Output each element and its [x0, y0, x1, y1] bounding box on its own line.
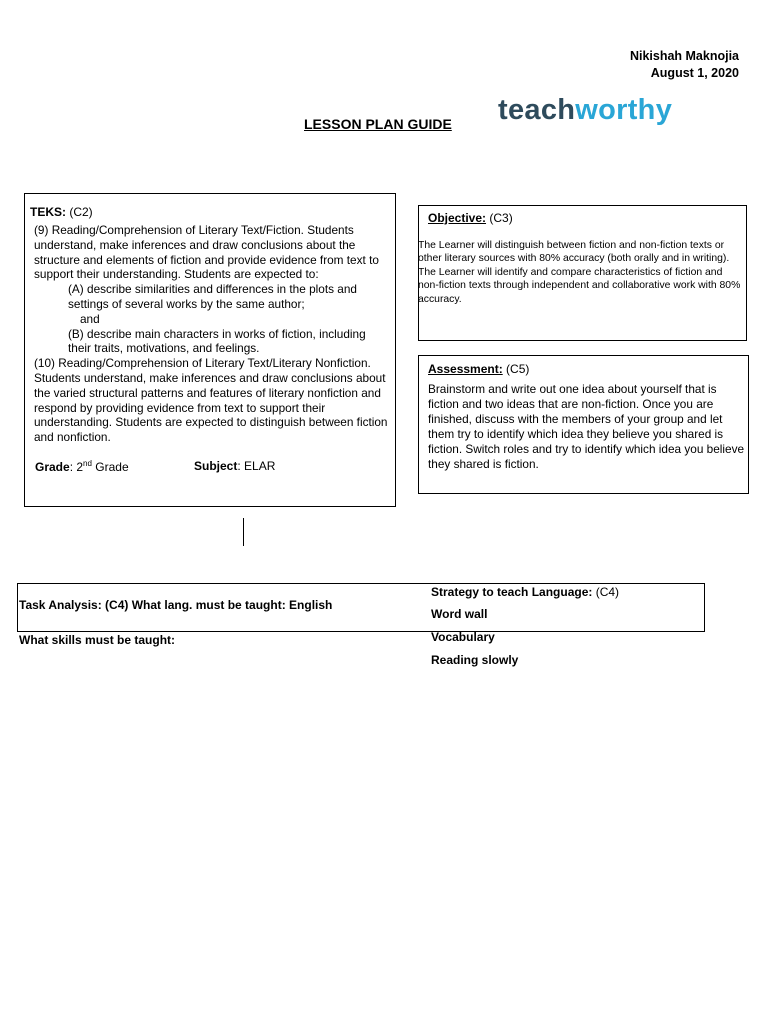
author-block: [630, 48, 739, 82]
logo-worthy-text: worthy: [575, 94, 673, 126]
strategy-code: (C4): [592, 585, 620, 599]
subject-label: Subject: [194, 459, 238, 473]
vertical-divider: [243, 518, 244, 546]
teachworthy-logo: [498, 92, 720, 132]
objective-paragraph-1: The Learner will distinguish between fiction and non-fiction texts or other literary sources with 80% accuracy (both orally and in writing).: [418, 240, 730, 265]
grade-label: Grade: [35, 460, 70, 474]
grade-value: : 2: [69, 460, 84, 474]
strategy-label: Strategy to teach Language:: [431, 585, 593, 599]
teks-and: and: [80, 311, 100, 326]
strategy-heading: [431, 585, 619, 599]
strategy-item-reading-slowly: Reading slowly: [431, 653, 519, 667]
teks-standard-9a: (A) describe similarities and differences in the plots and settings of several works by the same author;: [68, 282, 357, 311]
objective-body: [418, 239, 744, 306]
objective-heading: [428, 211, 513, 225]
page-title: LESSON PLAN GUIDE: [304, 116, 452, 132]
logo-teach-text: teach: [498, 94, 576, 126]
task-analysis-text: (C4) What lang. must be taught: English: [101, 598, 333, 612]
author-name: Nikishah Maknojia: [629, 49, 739, 63]
teks-heading: [30, 205, 93, 219]
subject-value: : ELAR: [237, 459, 276, 473]
subject-field: [194, 459, 275, 473]
strategy-item-word-wall: Word wall: [431, 607, 488, 621]
strategy-item-vocabulary: Vocabulary: [431, 630, 495, 644]
document-date: August 1, 2020: [650, 66, 739, 80]
teks-standard-9b: (B) describe main characters in works of fiction, including their traits, motivations, and feelings.: [68, 326, 366, 356]
skills-prompt: What skills must be taught:: [19, 633, 176, 647]
assessment-code: (C5): [502, 362, 530, 376]
objective-paragraph-2: The Learner will identify and compare characteristics of fiction and non-fiction texts through independent and collaborative work with 80% accuracy.: [418, 266, 741, 305]
objective-code: (C3): [486, 211, 513, 225]
task-analysis-line: [19, 598, 332, 612]
grade-suffix: nd: [83, 459, 92, 468]
assessment-text: Brainstorm and write out one idea about yourself that is fiction and two ideas that are non-fiction. Once you are finished, discuss with the members of your group and let them try to identify which idea they believe you shared is fiction. Switch roles and try to identify which idea you believe they shared is fiction.: [428, 382, 745, 471]
svg-text:teachworthy: [498, 94, 672, 126]
task-analysis-label: Task Analysis:: [19, 598, 102, 612]
teks-standard-9: (9) Reading/Comprehension of Literary Text/Fiction. Students understand, make inferences and draw conclusions about the structure and elements of fiction and provide evidence from text to support their understanding. Students are expected to:: [34, 223, 379, 282]
teks-label: TEKS:: [30, 205, 66, 219]
teks-body: [34, 223, 390, 445]
assessment-label: Assessment:: [428, 362, 503, 376]
teks-code: (C2): [66, 205, 93, 219]
objective-label: Objective:: [428, 211, 487, 225]
assessment-heading: [428, 362, 529, 376]
grade-value-post: Grade: [91, 460, 129, 474]
grade-field: [35, 459, 129, 474]
teks-standard-10: (10) Reading/Comprehension of Literary Text/Literary Nonfiction. Students understand, make inferences and draw conclusions about the varied structural patterns and features of literary nonfiction and respond by providing evidence from text to support their understanding. Students are expected to distinguish between fiction and nonfiction.: [34, 356, 388, 445]
